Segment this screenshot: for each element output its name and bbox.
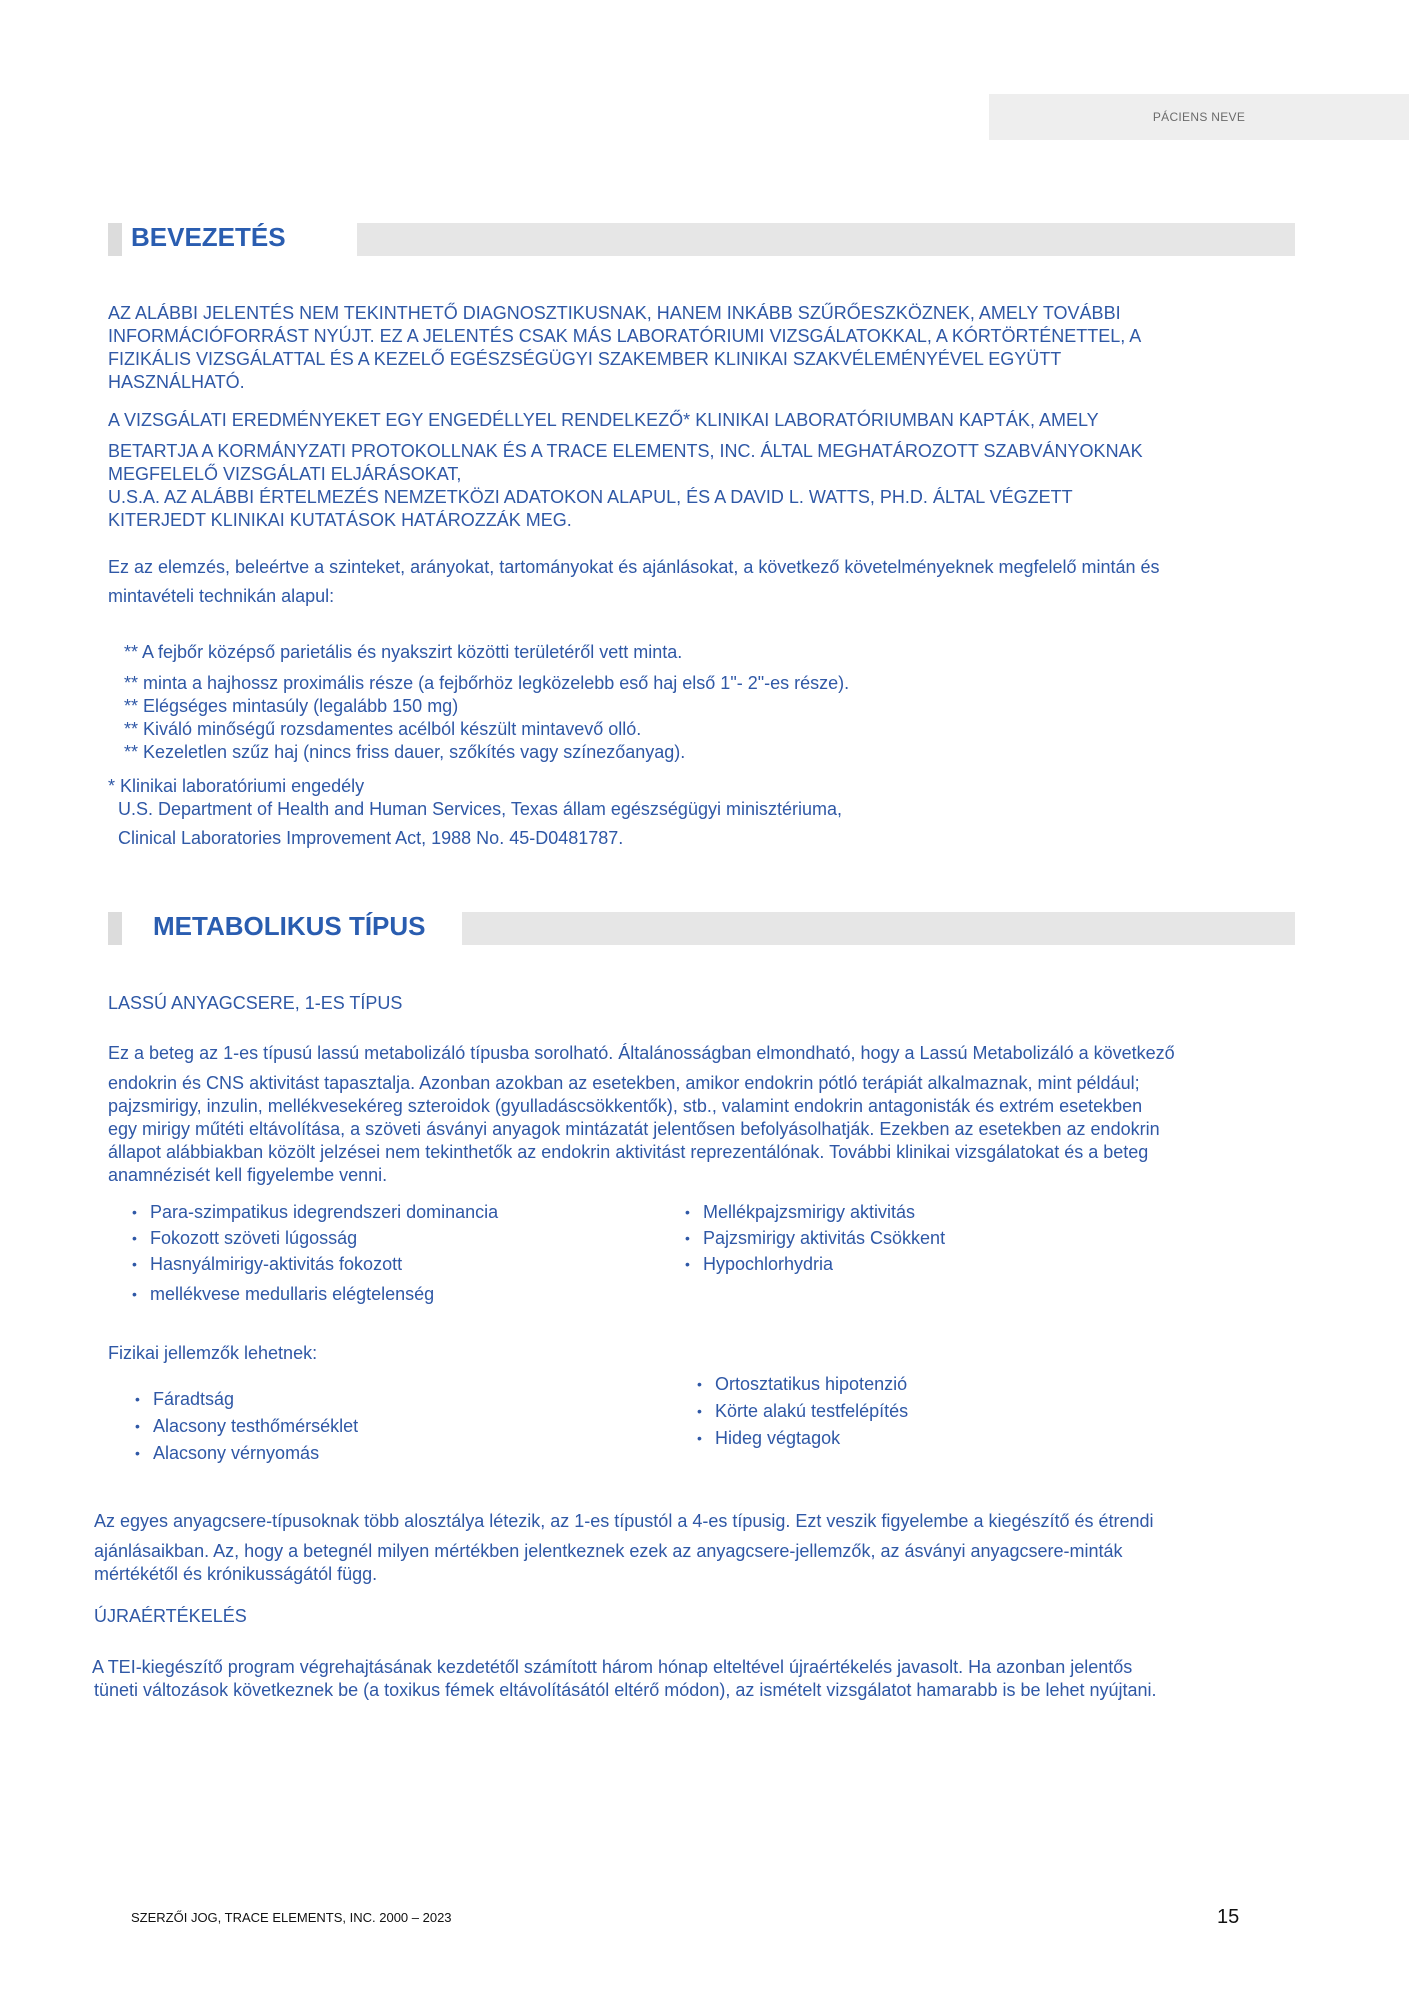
physical-traits-label: Fizikai jellemzők lehetnek: <box>108 1343 318 1363</box>
list-item: • Para-szimpatikus idegrendszeri dominancia <box>128 1199 498 1225</box>
list-item: • Körte alakú testfelépítés <box>693 1398 908 1425</box>
section-title-intro: BEVEZETÉS <box>131 222 286 252</box>
list-item: • Hasnyálmirigy-aktivitás fokozott <box>128 1251 498 1277</box>
section-title-metabolic: METABOLIKUS TÍPUS <box>153 911 426 941</box>
list-item: • Hideg végtagok <box>693 1425 908 1452</box>
list-item: • Ortosztatikus hipotenzió <box>693 1371 908 1398</box>
traits-list-right <box>681 1199 945 1277</box>
patient-name-box <box>989 94 1409 140</box>
metabolic-description-paragraph: Ez a beteg az 1-es típusú lassú metabolizáló típusba sorolható. Általánosságban elmondható, hogy a Lassú Metabolizáló a következő endokrin és CNS aktivitást tapasztalja. Azonban azokban az esetekben, amikor endokrin pótló terápiát alkalmaznak, mint például; pajzsmirigy, inzulin, mellékvesekéreg szteroidok (gyulladáscsökkentők), stb., valamint endokrin antagonisták és extrém esetekben egy mirigy műtéti eltávolítása, a szöveti ásványi anyagok mintázatát jelentősen befolyásolhatják. Ezekben az esetekben az endokrin állapot alábbiakban közölt jelzései nem tekinthetők az endokrin aktivitást reprezentálónak. További klinikai vizsgálatokat és a beteg anamnézisét kell figyelembe venni. <box>108 1043 1175 1185</box>
traits-list-left <box>128 1199 498 1307</box>
list-item: • Hypochlorhydria <box>681 1251 945 1277</box>
section-bar-intro <box>357 223 1295 256</box>
list-item: • mellékvese medullaris elégtelenség <box>128 1281 498 1307</box>
footer-copyright: SZERZŐI JOG, TRACE ELEMENTS, INC. 2000 – 2023 <box>131 1910 452 1925</box>
requirement-item: ** Kiváló minőségű rozsdamentes acélból készült mintavevő olló. <box>124 719 642 739</box>
requirement-item: ** Kezeletlen szűz haj (nincs friss dauer, szőkítés vagy színezőanyag). <box>124 742 686 762</box>
patient-name-label: PÁCIENS NEVE <box>1152 110 1246 124</box>
list-item: • Alacsony vérnyomás <box>131 1440 358 1467</box>
requirement-item: ** Elégséges mintasúly (legalább 150 mg) <box>124 696 459 716</box>
physical-list-left <box>131 1386 358 1467</box>
reevaluation-title: ÚJRAÉRTÉKELÉS <box>94 1606 247 1626</box>
list-item: • Mellékpajzsmirigy aktivitás <box>681 1199 945 1225</box>
list-item: • Fáradtság <box>131 1386 358 1413</box>
list-item: • Alacsony testhőmérséklet <box>131 1413 358 1440</box>
section-bar-metabolic <box>462 912 1295 945</box>
intro-sample-paragraph: Ez az elemzés, beleértve a szinteket, arányokat, tartományokat és ajánlásokat, a következő követelményeknek megfelelő mintán és mintavételi technikán alapul: <box>108 557 1160 606</box>
list-item: • Pajzsmirigy aktivitás Csökkent <box>681 1225 945 1251</box>
metabolic-type-subtitle: LASSÚ ANYAGCSERE, 1-ES TÍPUS <box>108 993 403 1013</box>
section-marker-metabolic <box>108 912 122 945</box>
lab-license-note: * Klinikai laboratóriumi engedély U.S. Department of Health and Human Services, Texas állam egészségügyi minisztériuma, Clinical Laboratories Improvement Act, 1988 No. 45-D0481787. <box>108 776 842 848</box>
intro-laboratory-paragraph: A VIZSGÁLATI EREDMÉNYEKET EGY ENGEDÉLLYEL RENDELKEZŐ* KLINIKAI LABORATÓRIUMBAN KAPTÁK, AMELY BETARTJA A KORMÁNYZATI PROTOKOLLNAK ÉS A TRACE ELEMENTS, INC. ÁLTAL MEGHATÁROZOTT SZABVÁNYOKNAK MEGFELELŐ VIZSGÁLATI ELJÁRÁSOKAT, U.S.A. AZ ALÁBBI ÉRTELMEZÉS NEMZETKÖZI ADATOKON ALAPUL, ÉS A DAVID L. WATTS, PH.D. ÁLTAL VÉGZETT KITERJEDT KLINIKAI KUTATÁSOK HATÁROZZÁK MEG. <box>108 410 1143 530</box>
subtypes-paragraph: Az egyes anyagcsere-típusoknak több alosztálya létezik, az 1-es típustól a 4-es típusig. Ezt veszik figyelembe a kiegészítő és étrendi ajánlásaikban. Az, hogy a betegnél milyen mértékben jelentkeznek ezek az anyagcsere-jellemzők, az ásványi anyagcsere-minták mértékétől és krónikusságától függ. <box>94 1511 1154 1584</box>
section-marker-intro <box>108 223 122 256</box>
list-item: • Fokozott szöveti lúgosság <box>128 1225 498 1251</box>
page-number: 15 <box>1217 1906 1240 1928</box>
requirement-item: ** minta a hajhossz proximális része (a fejbőrhöz legközelebb eső haj első 1"- 2"-es része). <box>124 673 850 693</box>
intro-disclaimer-paragraph: AZ ALÁBBI JELENTÉS NEM TEKINTHETŐ DIAGNOSZTIKUSNAK, HANEM INKÁBB SZŰRŐESZKÖZNEK, AMELY TOVÁBBI INFORMÁCIÓFORRÁST NYÚJT. EZ A JELENTÉS CSAK MÁS LABORATÓRIUMI VIZSGÁLATOKKAL, A KÓRTÖRTÉNETTEL, A FIZIKÁLIS VIZSGÁLATTAL ÉS A KEZELŐ EGÉSZSÉGÜGYI SZAKEMBER KLINIKAI SZAKVÉLEMÉNYÉVEL EGYÜTT HASZNÁLHATÓ. <box>108 303 1142 392</box>
sample-requirements-list <box>124 641 849 764</box>
requirement-item: ** A fejbőr középső parietális és nyakszirt közötti területéről vett minta. <box>124 642 683 662</box>
physical-list-right <box>693 1371 908 1452</box>
reevaluation-paragraph: A TEI-kiegészítő program végrehajtásának kezdetétől számított három hónap elteltével újraértékelés javasolt. Ha azonban jelentős tüneti változások következnek be (a toxikus fémek eltávolításától eltérő módon), az ismételt vizsgálatot hamarabb is be lehet nyújtani. <box>92 1657 1157 1700</box>
